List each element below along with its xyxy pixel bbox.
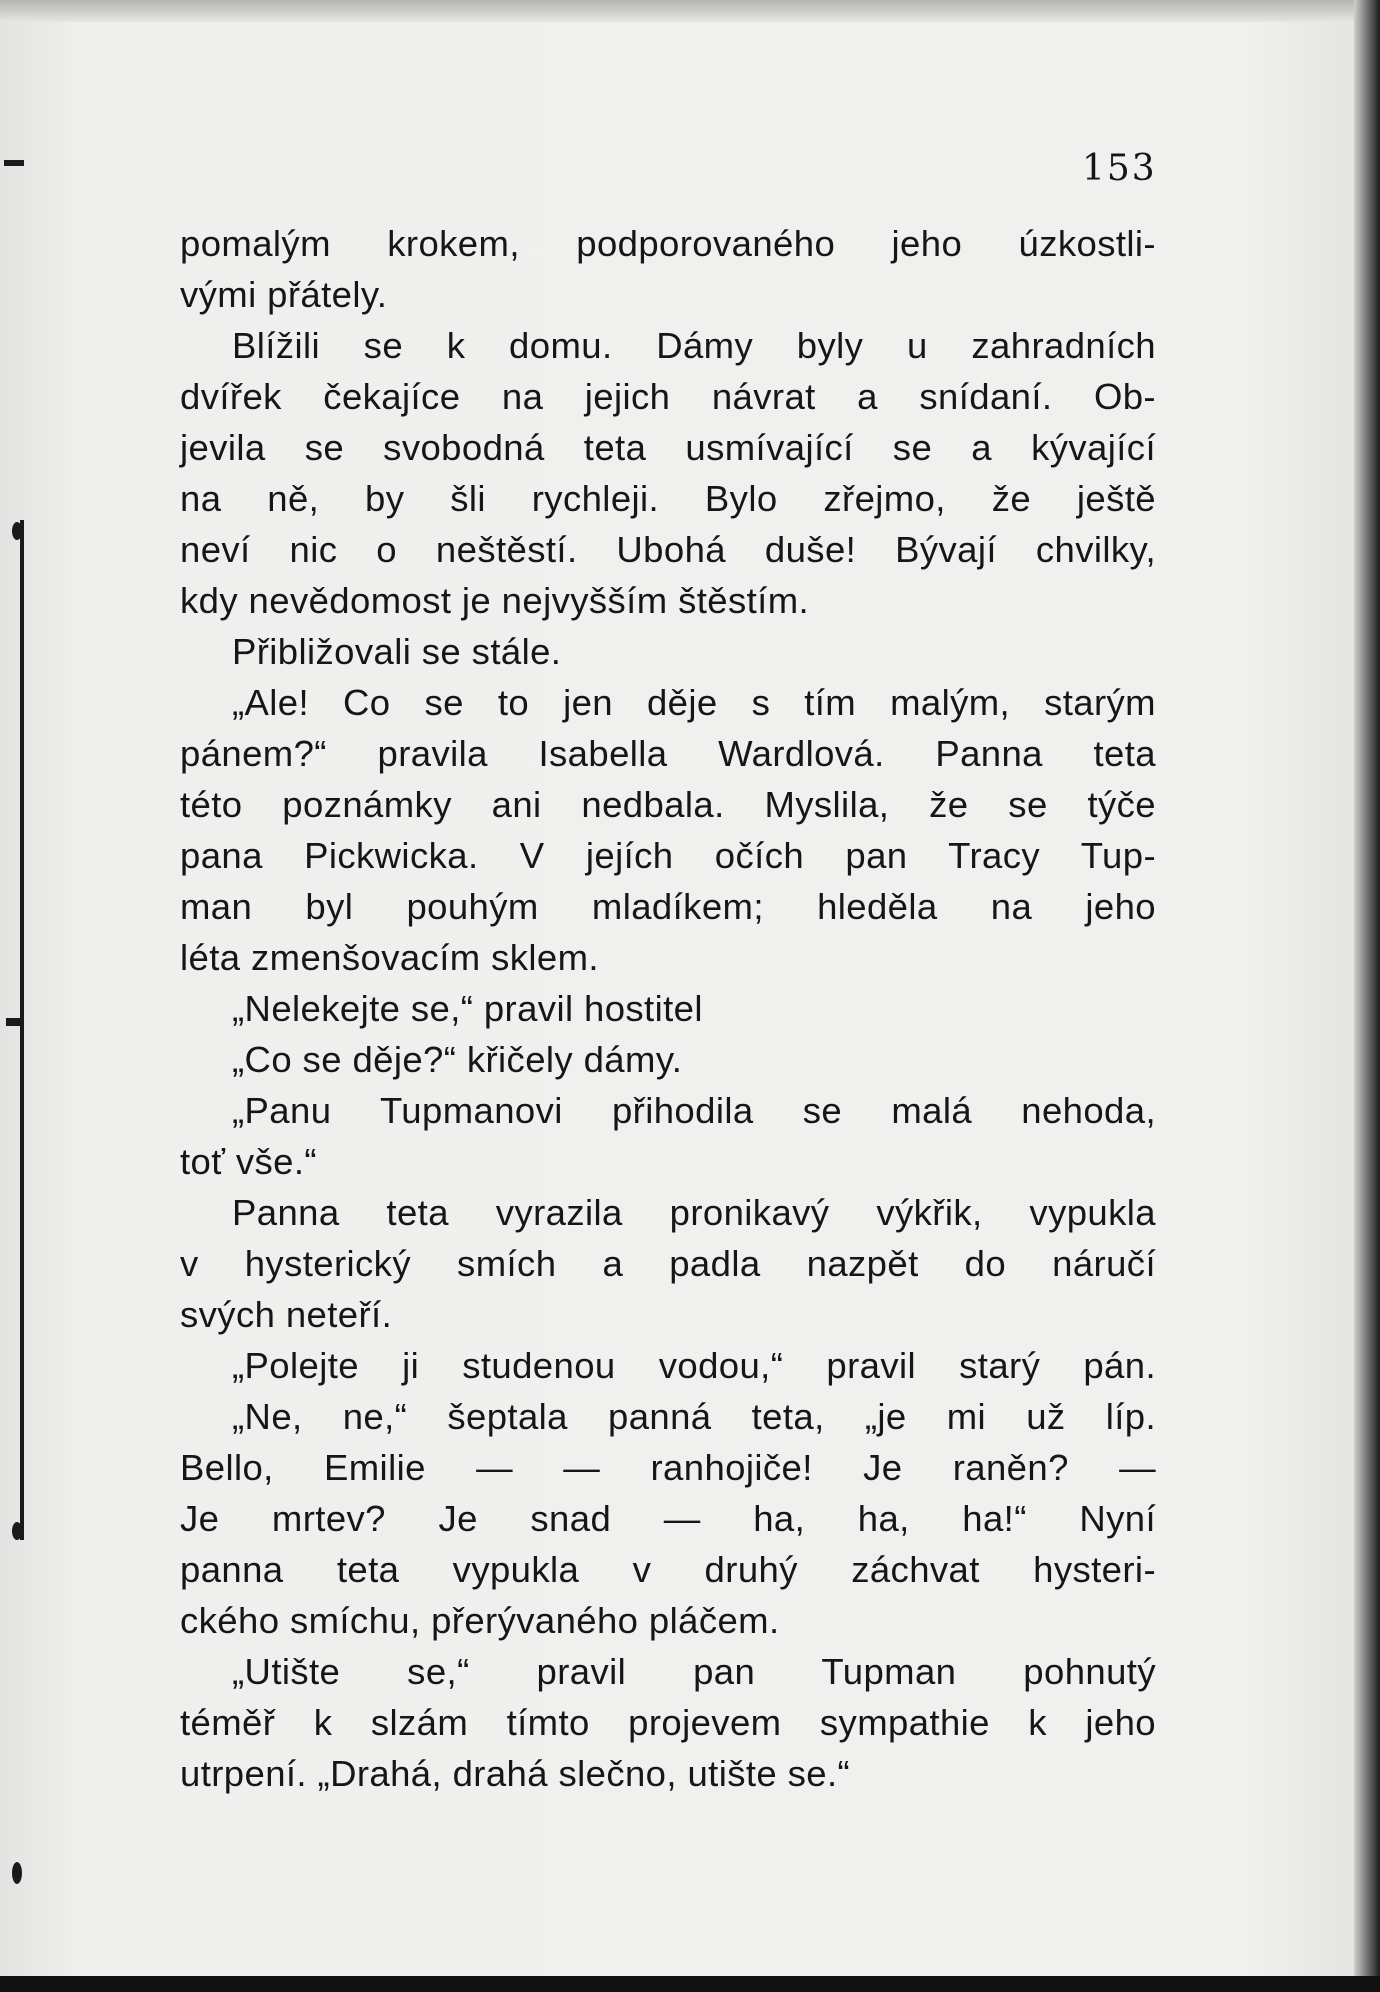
text-line: dvířek čekajíce na jejich návrat a snídaní. Ob- [180, 376, 1156, 417]
text-line: ckého smíchu, přerývaného pláčem. [180, 1600, 780, 1641]
page-number: 153 [1082, 148, 1157, 189]
text-line: „Nelekejte se,“ pravil hostitel [232, 988, 703, 1029]
text-line: této poznámky ani nedbala. Myslila, že se týče [180, 784, 1156, 825]
text-line: Panna teta vyrazila pronikavý výkřik, vypukla [232, 1192, 1156, 1233]
text-line: léta zmenšovacím sklem. [180, 937, 599, 978]
text-line: pánem?“ pravila Isabella Wardlová. Panna teta [180, 733, 1156, 774]
text-line: man byl pouhým mladíkem; hleděla na jeho [180, 886, 1156, 927]
text-line: pana Pickwicka. V jejích očích pan Tracy Tup- [180, 835, 1156, 876]
margin-dot-bottom [12, 1862, 22, 1884]
text-line: kdy nevědomost je nejvyšším štěstím. [180, 580, 810, 621]
text-line: panna teta vypukla v druhý záchvat hysteri- [180, 1549, 1156, 1590]
text-line: vými přátely. [180, 274, 388, 315]
text-line: Je mrtev? Je snad — ha, ha, ha!“ Nyní [180, 1498, 1156, 1539]
page-right-edge [1354, 0, 1380, 1992]
text-line: „Polejte ji studenou vodou,“ pravil starý pán. [232, 1345, 1156, 1386]
text-line: v hysterický smích a padla nazpět do náručí [180, 1243, 1156, 1284]
margin-rule-left [20, 520, 24, 1540]
text-line: utrpení. „Drahá, drahá slečno, utište se.“ [180, 1753, 851, 1794]
body-text [180, 218, 1156, 1799]
text-line: „Co se děje?“ křičely dámy. [232, 1039, 683, 1080]
text-line: svých neteří. [180, 1294, 393, 1335]
margin-mark-top [4, 160, 24, 166]
text-line: „Utište se,“ pravil pan Tupman pohnutý [232, 1651, 1156, 1692]
text-line: „Ne, ne,“ šeptala panná teta, „je mi už líp. [232, 1396, 1156, 1437]
text-line: jevila se svobodná teta usmívající se a kývající [180, 427, 1156, 468]
margin-mark-middle [6, 1018, 20, 1026]
margin-dot-lower [12, 1522, 22, 1540]
margin-dot-upper [12, 522, 22, 540]
text-line: téměř k slzám tímto projevem sympathie k jeho [180, 1702, 1156, 1743]
page-top-edge [0, 0, 1380, 22]
text-line: na ně, by šli rychleji. Bylo zřejmo, že ještě [180, 478, 1156, 519]
text-line: pomalým krokem, podporovaného jeho úzkostli- [180, 223, 1156, 264]
page-bottom-edge [0, 1976, 1380, 1992]
text-line: „Ale! Co se to jen děje s tím malým, starým [232, 682, 1156, 723]
text-line: toť vše.“ [180, 1141, 317, 1182]
text-line: „Panu Tupmanovi přihodila se malá nehoda, [232, 1090, 1156, 1131]
text-line: Bello, Emilie — — ranhojiče! Je raněn? — [180, 1447, 1156, 1488]
text-line: neví nic o neštěstí. Ubohá duše! Bývají chvilky, [180, 529, 1156, 570]
text-line: Blížili se k domu. Dámy byly u zahradních [232, 325, 1156, 366]
text-line: Přibližovali se stále. [232, 631, 562, 672]
